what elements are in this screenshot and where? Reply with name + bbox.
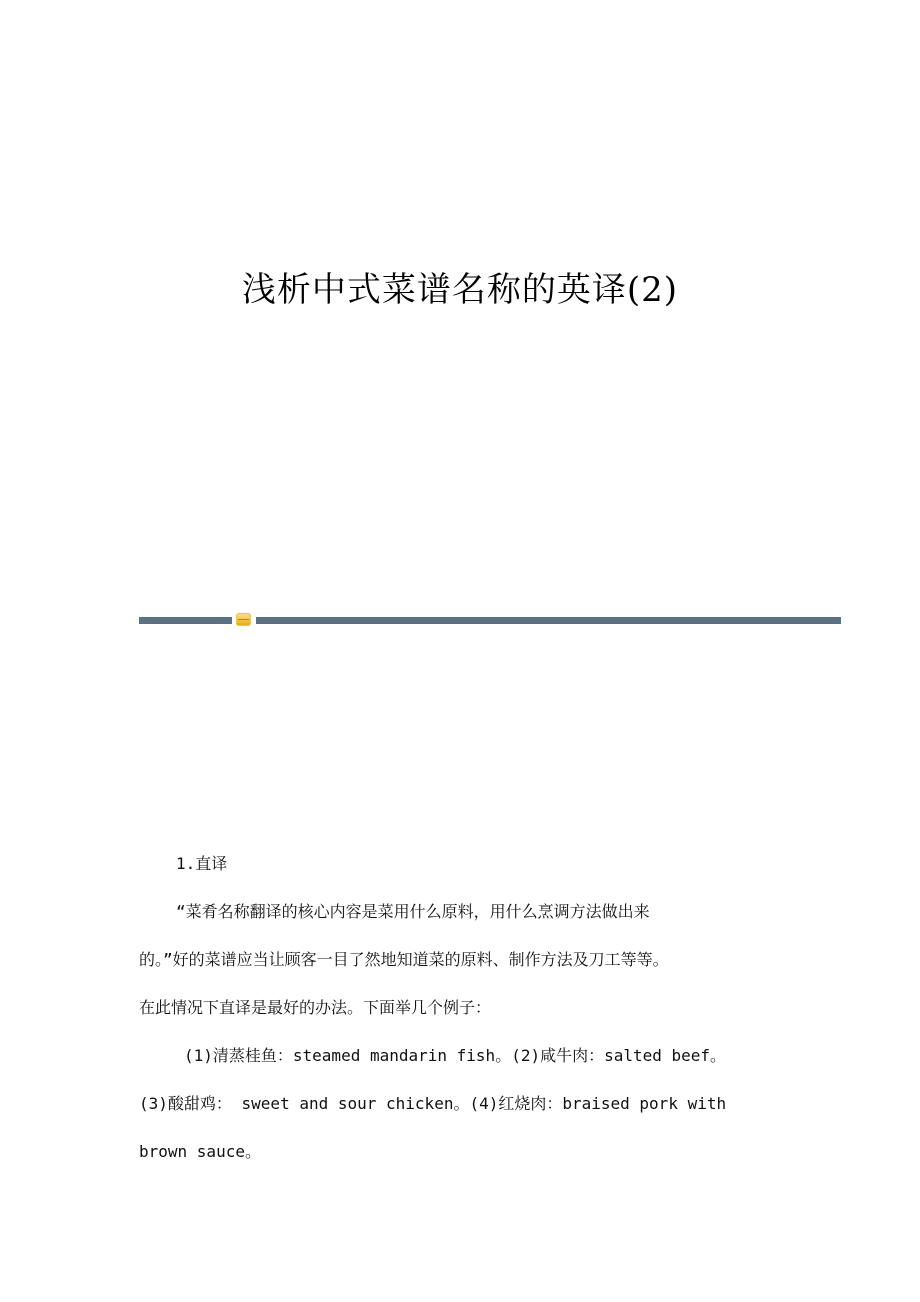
paragraph-2-line-2: (3)酸甜鸡： sweet and sour chicken。(4)红烧肉：braised pork with	[139, 1094, 727, 1113]
divider-bar-left	[139, 617, 232, 624]
section-divider	[139, 613, 841, 627]
paragraph-1-line-1: “菜肴名称翻译的核心内容是菜用什么原料，用什么烹调方法做出来	[176, 902, 650, 921]
paragraph-1-line-3: 在此情况下直译是最好的办法。下面举几个例子：	[139, 998, 492, 1017]
paragraph-2-line-3: brown sauce。	[139, 1142, 261, 1161]
paragraph-2-line-1: (1)清蒸桂鱼：steamed mandarin fish。(2)咸牛肉：salted beef。	[184, 1046, 727, 1065]
divider-ornament-icon	[236, 613, 251, 626]
paragraph-1-line-2: 的。”好的菜谱应当让顾客一目了然地知道菜的原料、制作方法及刀工等等。	[139, 950, 669, 969]
section-heading: 1.直译	[176, 854, 228, 873]
document-title: 浅析中式菜谱名称的英译(2)	[241, 270, 679, 310]
divider-bar-right	[256, 617, 841, 624]
